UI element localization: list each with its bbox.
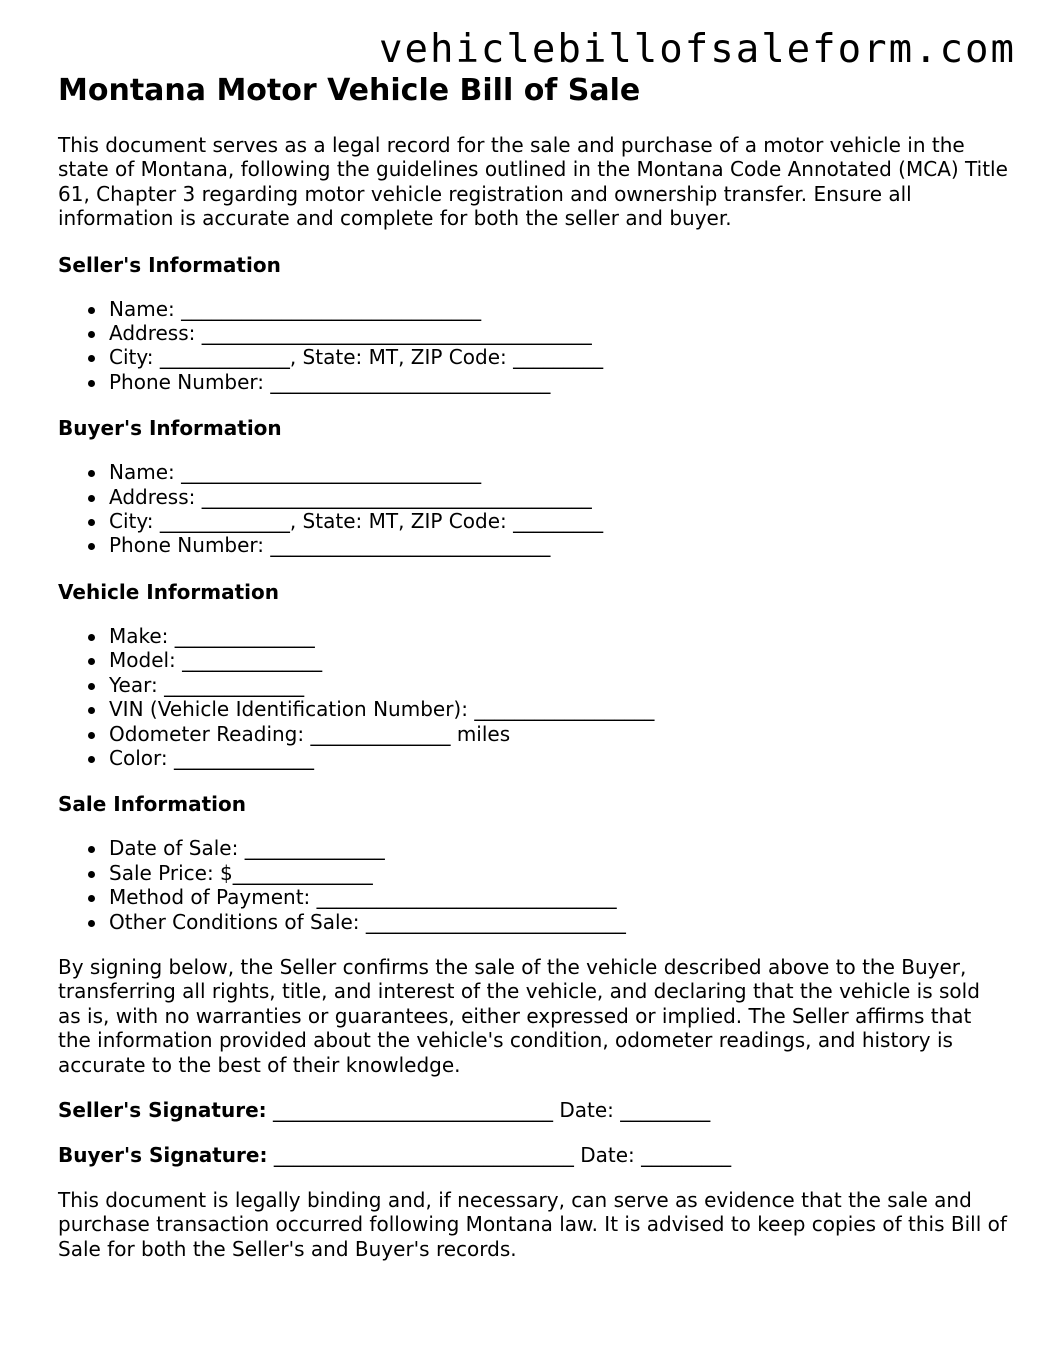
seller-fields-list [58, 297, 1008, 395]
vehicle-odometer-field[interactable]: Odometer Reading: ______________ miles [109, 722, 1008, 746]
vehicle-color-field[interactable]: Color: ______________ [109, 746, 1008, 770]
buyer-fields-list [58, 460, 1008, 558]
seller-signature-line[interactable] [58, 1098, 1008, 1122]
seller-city-field[interactable]: City: _____________, State: MT, ZIP Code: _________ [109, 345, 1008, 369]
document-body [58, 72, 1008, 1261]
watermark-text: vehiclebillofsaleform.com [379, 27, 1016, 72]
closing-paragraph: By signing below, the Seller confirms the sale of the vehicle described above to the Buyer, transferring all rights, title, and interest of the vehicle, and declaring that the vehicle is sold as is, with no warranties or guarantees, either expressed or implied. The Seller affirms that the information provided about the vehicle's condition, odometer readings, and history is accurate to the best of their knowledge. [58, 954, 980, 1077]
vehicle-model-field[interactable]: Model: ______________ [109, 648, 1008, 672]
vehicle-make-field[interactable]: Make: ______________ [109, 624, 1008, 648]
seller-signature-label: Seller's Signature: [58, 1097, 267, 1122]
seller-address-field[interactable]: Address: _______________________________________ [109, 321, 1008, 345]
vehicle-vin-field[interactable]: VIN (Vehicle Identification Number): __________________ [109, 697, 1008, 721]
other-conditions-field[interactable]: Other Conditions of Sale: __________________________ [109, 910, 1008, 934]
vehicle-fields-list [58, 624, 1008, 770]
sale-fields-list [58, 836, 1008, 934]
vehicle-year-field[interactable]: Year: ______________ [109, 673, 1008, 697]
seller-phone-field[interactable]: Phone Number: ____________________________ [109, 370, 1008, 394]
final-paragraph: This document is legally binding and, if necessary, can serve as evidence that the sale and purchase transaction occurred following Montana law. It is advised to keep copies of this Bill of Sale for both the Seller's and Buyer's records. [58, 1187, 1007, 1261]
buyer-heading: Buyer's Information [58, 416, 282, 441]
sale-price-field[interactable]: Sale Price: $______________ [109, 861, 1008, 885]
seller-heading: Seller's Information [58, 252, 281, 277]
intro-paragraph: This document serves as a legal record for the sale and purchase of a motor vehicle in the state of Montana, following the guidelines outlined in the Montana Code Annotated (MCA) Title 61, Chapter 3 regarding motor vehicle registration and ownership transfer. Ensure all information is accurate and complete for both the seller and buyer. [58, 133, 1008, 231]
buyer-city-field[interactable]: City: _____________, State: MT, ZIP Code: _________ [109, 509, 1008, 533]
sale-date-field[interactable]: Date of Sale: ______________ [109, 836, 1008, 860]
seller-name-field[interactable]: Name: ______________________________ [109, 297, 1008, 321]
vehicle-heading: Vehicle Information [58, 579, 279, 604]
buyer-phone-field[interactable]: Phone Number: ____________________________ [109, 533, 1008, 557]
buyer-signature-blank[interactable]: ______________________________ Date: _________ [267, 1142, 732, 1167]
buyer-address-field[interactable]: Address: _______________________________________ [109, 485, 1008, 509]
sale-heading: Sale Information [58, 792, 246, 817]
buyer-signature-line[interactable] [58, 1143, 1008, 1167]
buyer-name-field[interactable]: Name: ______________________________ [109, 460, 1008, 484]
seller-signature-blank[interactable]: ____________________________ Date: _________ [266, 1097, 711, 1122]
payment-method-field[interactable]: Method of Payment: ______________________________ [109, 885, 1008, 909]
page-title: Montana Motor Vehicle Bill of Sale [58, 73, 641, 108]
buyer-signature-label: Buyer's Signature: [58, 1142, 268, 1167]
